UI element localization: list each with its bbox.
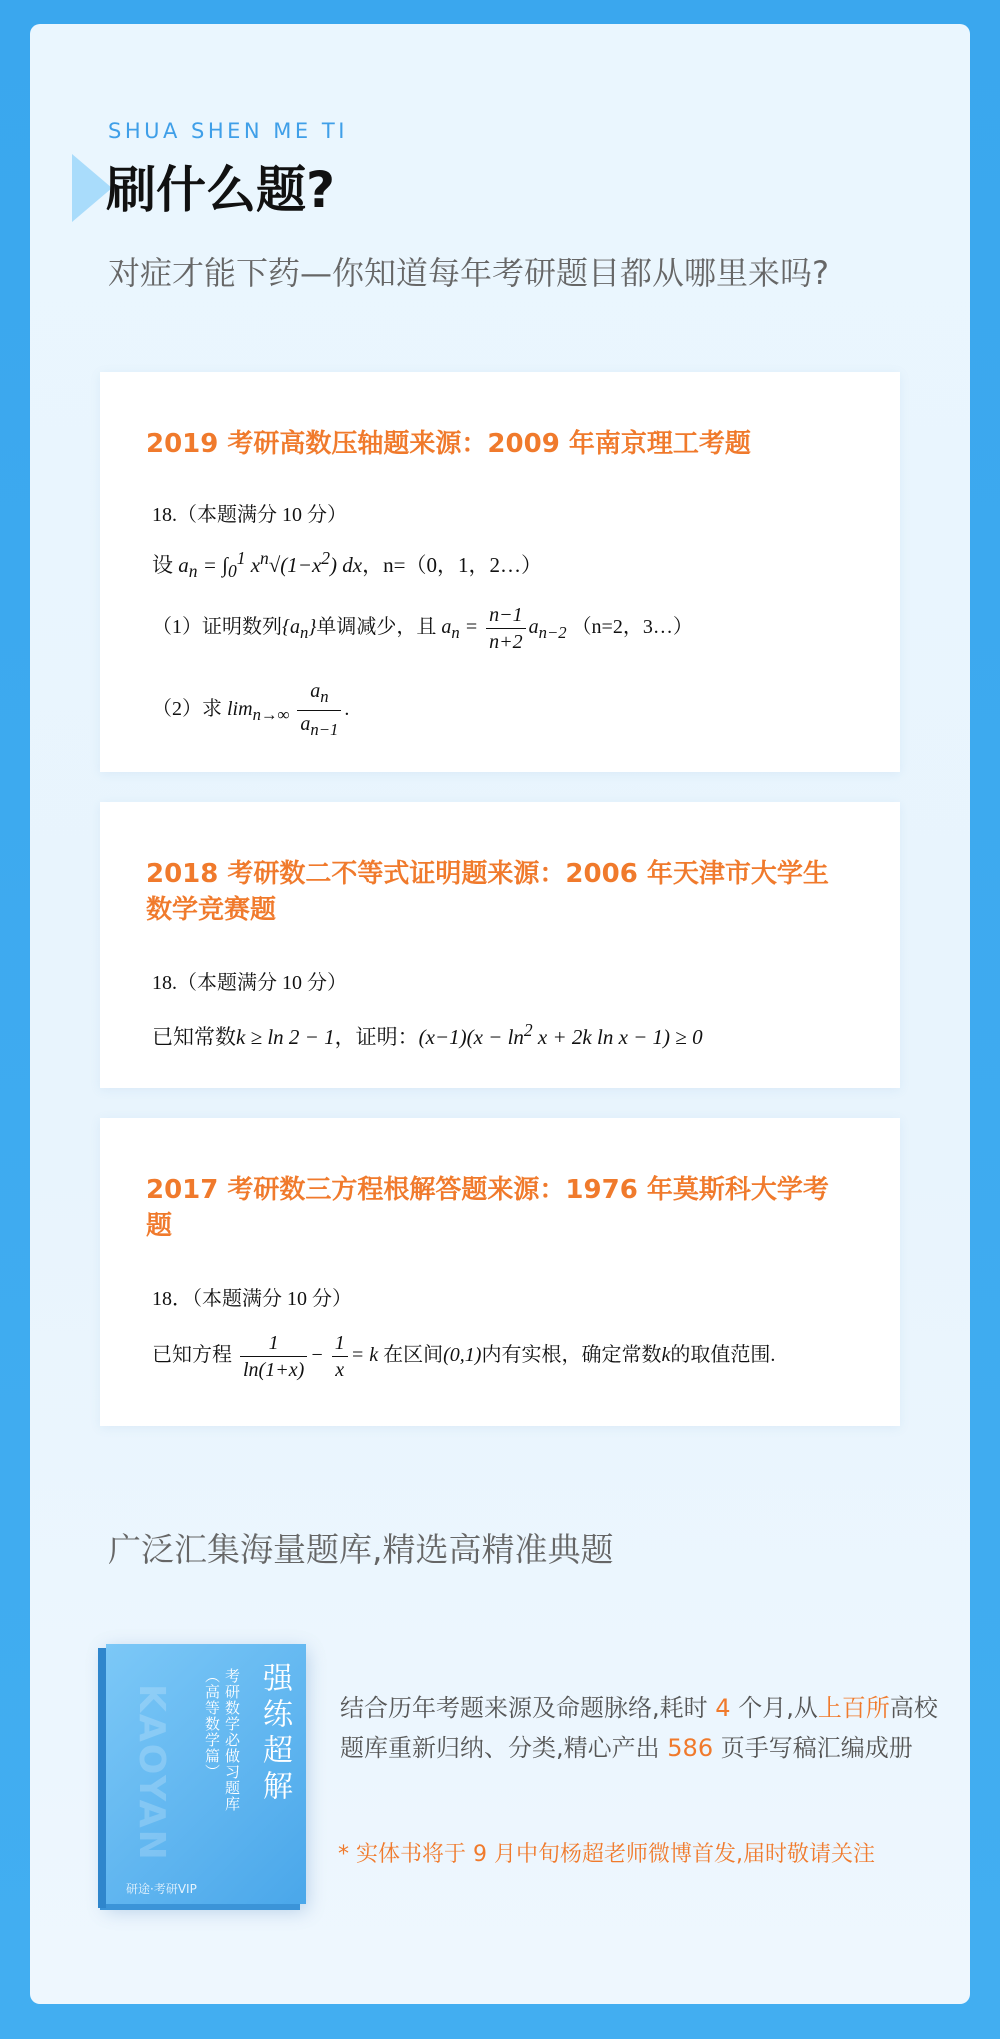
page-title: 刷什么题? — [106, 161, 336, 219]
question-card-2018 — [100, 802, 900, 1088]
question-heading: 2019 考研高数压轴题来源：2009 年南京理工考题 — [146, 429, 751, 459]
question-heading: 2017 考研数三方程根解答题来源：1976 年莫斯科大学考题 — [146, 1175, 829, 1241]
question-line: 设 $a_n = \int_0^1$ $x^n√(1-x^2)$ dx，n=（0，1，2…） — [152, 548, 542, 582]
question-heading: 2018 考研数二不等式证明题来源：2006 年天津市大学生数学竞赛题 — [146, 859, 829, 925]
section-title: 广泛汇集海量题库,精选高精准典题 — [108, 1530, 614, 1569]
release-note: * 实体书将于 9 月中旬杨超老师微博首发,届时敬请关注 — [338, 1842, 875, 1867]
question-line: 已知常数k ≥ ln 2 − 1，证明：$(x-1)(x - \ln^2 x + 2k$ ln x − 1) ≥ 0 — [152, 1020, 703, 1049]
book-watermark: KAOYAN — [131, 1684, 172, 1862]
book-cover-image — [106, 1644, 306, 1904]
question-card-2019 — [100, 372, 900, 772]
eyebrow-label: SHUA SHEN ME TI — [108, 119, 348, 143]
page-subtitle: 对症才能下药—你知道每年考研题目都从哪里来吗? — [108, 254, 829, 292]
question-line: 已知方程 $\frac{1}{\ln(1+x)}$ − $\frac{1}{x}$ = k 在区间(0,1)内有实根，确定常数k的取值范围. — [152, 1332, 776, 1381]
question-number: 18.（本题满分 10 分） — [152, 972, 347, 994]
question-line: （2）求 $\lim_{n\to\infty}$ $\frac{a_n}{a_{n-1}}$ . — [152, 680, 350, 739]
question-number: 18．（本题满分 10 分） — [152, 1288, 352, 1310]
poster-card — [30, 24, 970, 2004]
book-title: 强练超解 — [257, 1662, 292, 1806]
book-subtitle: 考研数学必做习题库 — [223, 1668, 241, 1812]
question-card-2017 — [100, 1118, 900, 1426]
question-number: 18.（本题满分 10 分） — [152, 504, 347, 526]
description-text: 结合历年考题来源及命题脉络,耗时 4 个月,从上百所高校题库重新归纳、分类,精心产出 586 页手写稿汇编成册 — [340, 1694, 938, 1762]
book-brand: 研途·考研VIP — [126, 1882, 197, 1896]
question-line: （1）证明数列$\{a_n\}$单调减少，且 $a_n$ = $\frac{n-1}{n+2}$ $a_{n-2}$ （n=2，3…） — [152, 604, 693, 653]
book-subtitle-2: （高等数学篇） — [203, 1668, 221, 1780]
